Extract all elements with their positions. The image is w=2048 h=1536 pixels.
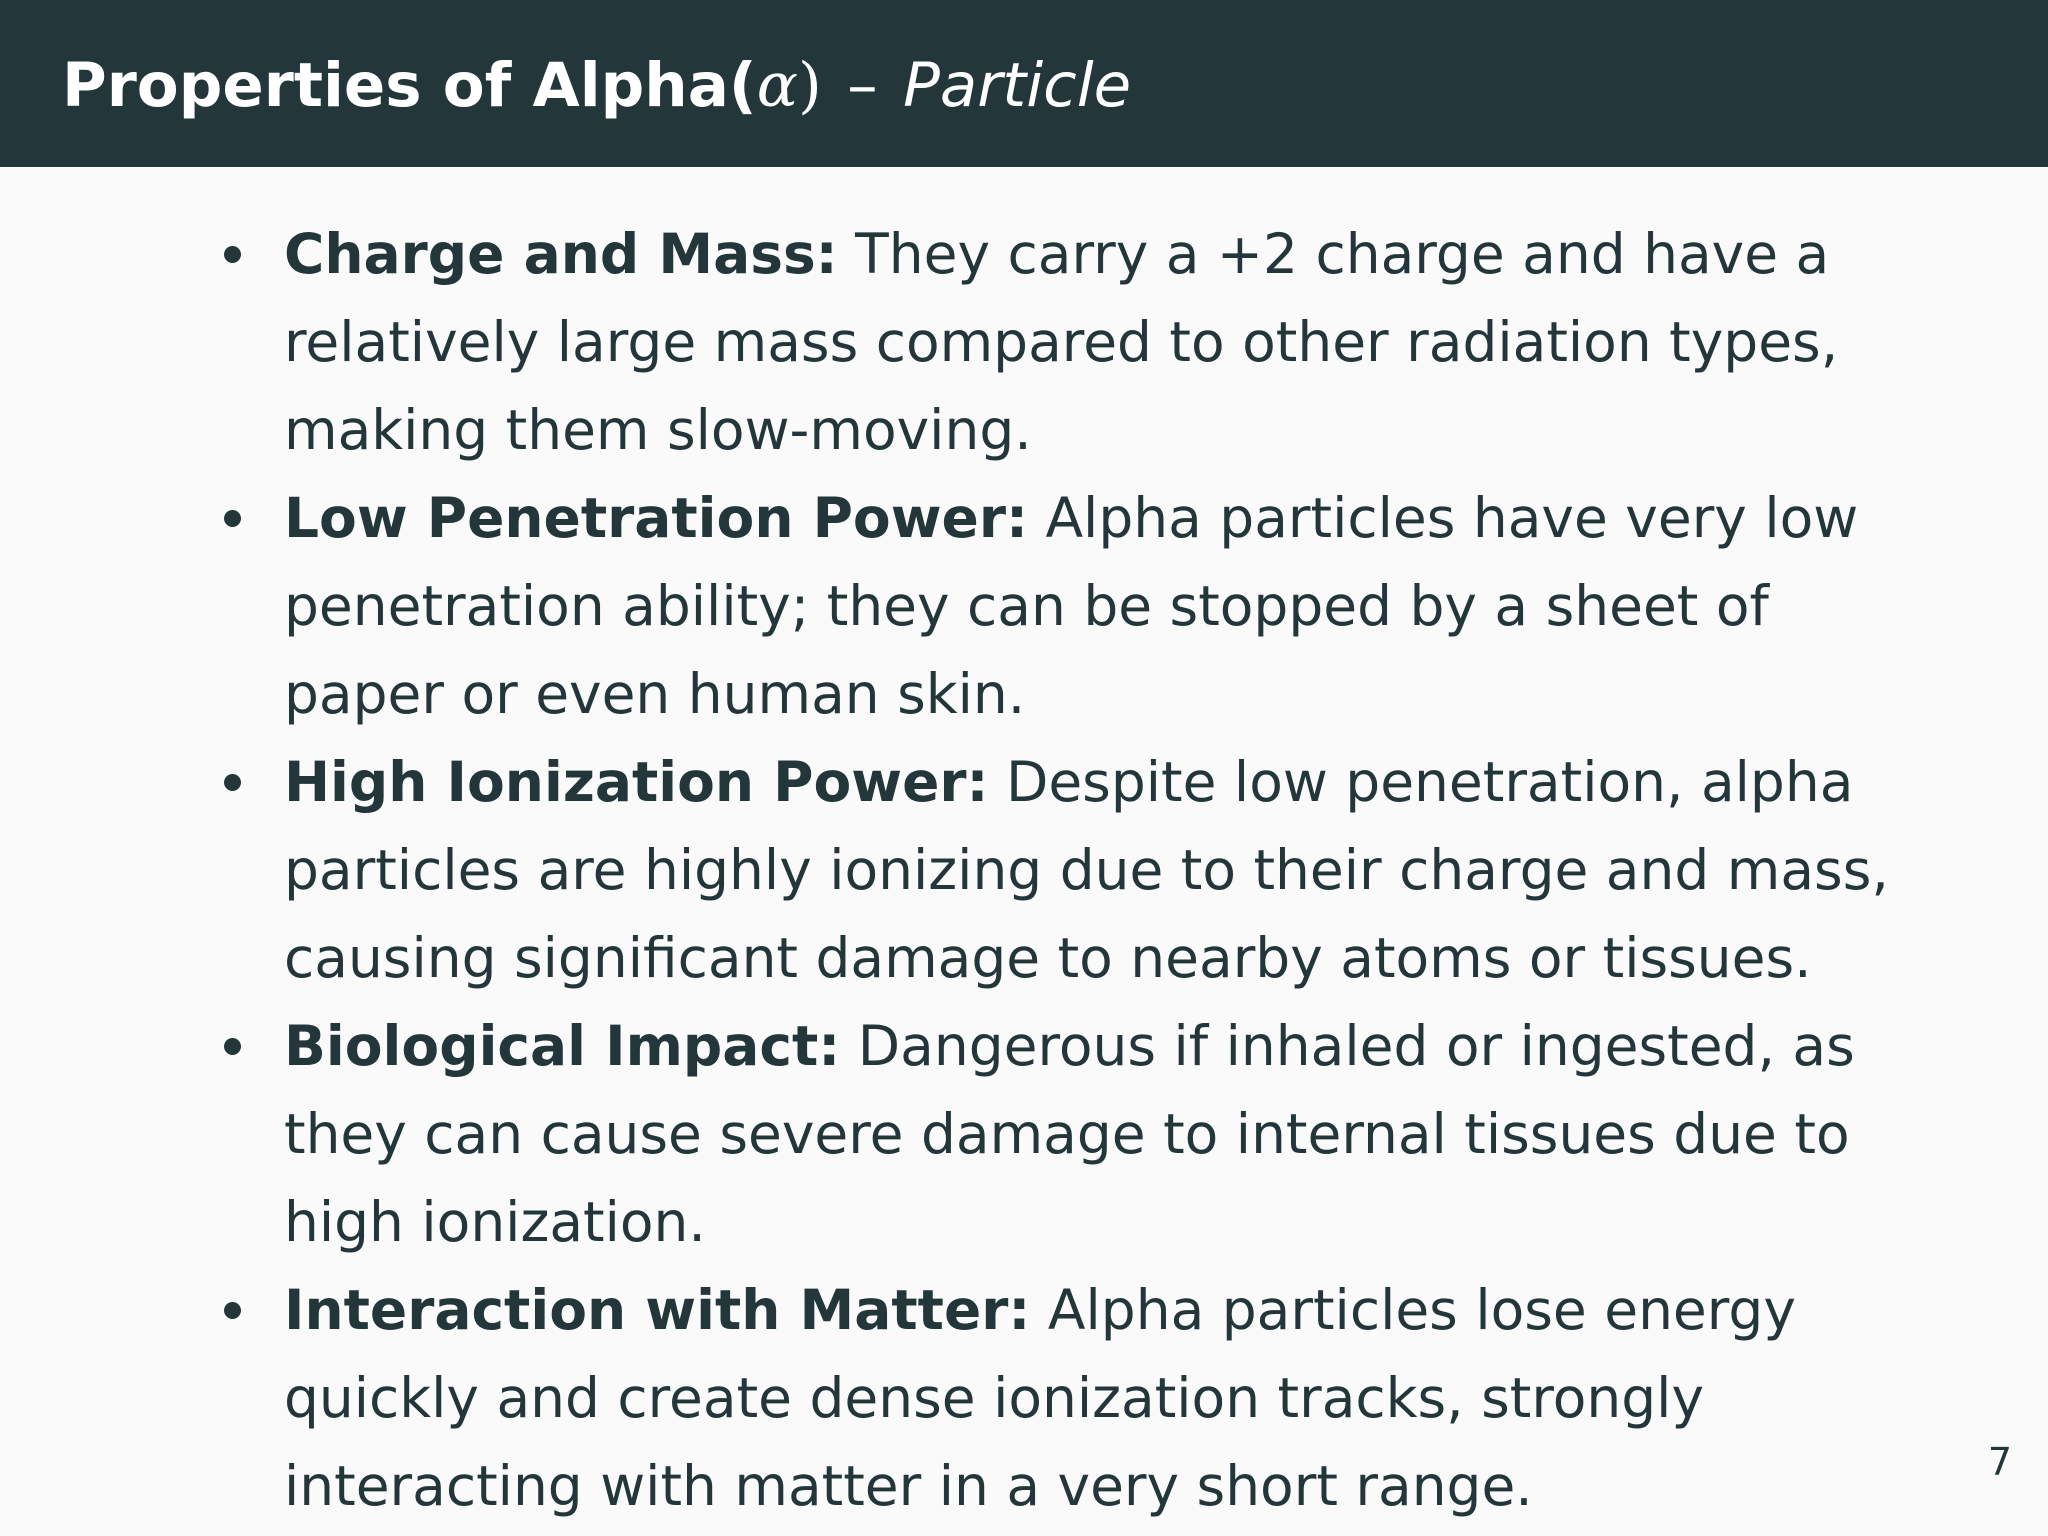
item-text: Alpha particles have very low penetration ability; they can be stopped by a sheet of paper or even human skin.	[284, 486, 1859, 726]
list-item	[220, 474, 1910, 738]
title-open-paren: (	[728, 50, 757, 121]
slide-title	[62, 46, 1131, 126]
item-label: Low Penetration Power:	[284, 486, 1028, 550]
bullet-icon	[224, 1302, 241, 1319]
list-item	[220, 210, 1910, 474]
bullet-icon	[224, 1038, 241, 1055]
slide-header	[0, 0, 2048, 167]
title-alpha-symbol: α	[756, 50, 798, 121]
item-label: Charge and Mass:	[284, 222, 838, 286]
item-label: Interaction with Matter:	[284, 1278, 1031, 1342]
title-main: Properties of Alpha	[62, 50, 729, 121]
page-number: 7	[1987, 1440, 2012, 1484]
list-item	[220, 1266, 1910, 1530]
title-subtitle: Particle	[903, 50, 1132, 121]
bullet-icon	[224, 774, 241, 791]
item-label: High Ionization Power:	[284, 750, 989, 814]
bullet-icon	[224, 510, 241, 527]
title-close-paren: )	[797, 50, 822, 121]
item-label: Biological Impact:	[284, 1014, 841, 1078]
item-text: Dangerous if inhaled or ingested, as they can cause severe damage to internal tissues due to high ionization.	[284, 1014, 1855, 1254]
item-text: They carry a +2 charge and have a relatively large mass compared to other radiation types, making them slow-moving.	[284, 222, 1839, 462]
list-item	[220, 738, 1910, 1002]
bullet-icon	[224, 246, 241, 263]
title-dash: –	[847, 50, 878, 121]
list-item	[220, 1002, 1910, 1266]
item-text: Alpha particles lose energy quickly and create dense ionization tracks, strongly interacting with matter in a very short range.	[284, 1278, 1796, 1518]
bullet-list	[220, 210, 1910, 1530]
item-text: Despite low penetration, alpha particles are highly ionizing due to their charge and mass, causing significant damage to nearby atoms or tissues.	[284, 750, 1889, 990]
